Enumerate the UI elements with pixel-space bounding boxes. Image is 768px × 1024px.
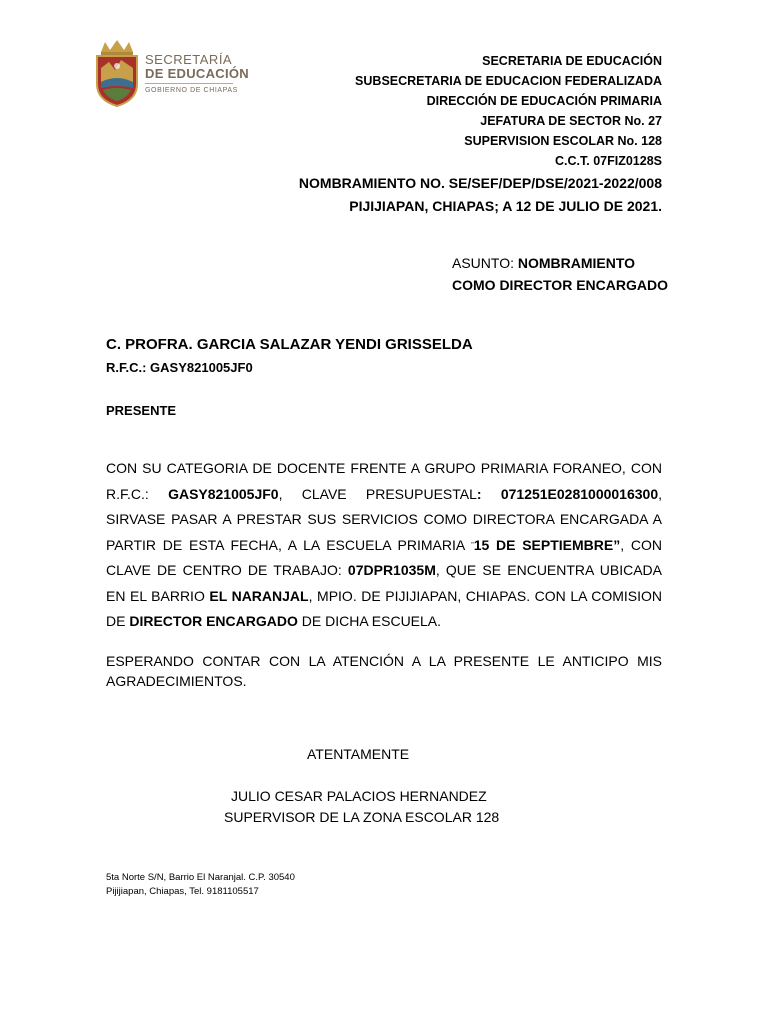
presente-label: PRESENTE <box>106 403 177 418</box>
footer-city-phone: Pijijiapan, Chiapas, Tel. 9181105517 <box>106 886 259 897</box>
body-text-segment: , QUE SE ENCUENTRA UBICADA EN EL BARRIO <box>106 562 663 604</box>
asunto-line <box>452 255 635 271</box>
atentamente-label: ATENTAMENTE <box>307 746 410 762</box>
body-cct: 07DPR1035M <box>347 562 436 578</box>
logo-divider <box>145 83 233 84</box>
body-text-segment: , MPIO. DE PIJIJIAPAN, CHIAPAS. CON LA COMISION DE <box>106 587 662 629</box>
body-quote-mark: " <box>471 541 474 549</box>
asunto-value: NOMBRAMIENTO <box>517 255 636 271</box>
logo-line-de-educacion: DE EDUCACIÓN <box>145 66 249 81</box>
body-paragraph-1 <box>106 456 662 635</box>
signer-name: JULIO CESAR PALACIOS HERNANDEZ <box>231 788 487 804</box>
body-rfc: GASY821005JF0 <box>168 485 279 502</box>
header-supervision: SUPERVISION ESCOLAR No. 128 <box>464 134 662 148</box>
body-text-segment: , SIRVASE PASAR A PRESTAR SUS SERVICIOS COMO DIRECTORA ENCARGADA A PARTIR DE ESTA FECHA, A LA ESCUELA PRIMARIA <box>106 485 663 553</box>
recipient-rfc: R.F.C.: GASY821005JF0 <box>106 360 253 375</box>
asunto-label: ASUNTO: <box>452 255 518 271</box>
body-text-segment: CON SU CATEGORIA DE DOCENTE FRENTE A GRUPO PRIMARIA FORANEO, CON R.F.C.: <box>106 460 662 502</box>
header-cct: C.C.T. 07FIZ0128S <box>555 154 662 168</box>
header-jefatura: JEFATURA DE SECTOR No. 27 <box>480 114 662 128</box>
logo-line-gobierno: GOBIERNO DE CHIAPAS <box>145 87 238 94</box>
body-text-segment: , CON CLAVE DE CENTRO DE TRABAJO: <box>106 536 662 578</box>
body-barrio: EL NARANJAL <box>209 587 309 604</box>
place-date: PIJIJIAPAN, CHIAPAS; A 12 DE JULIO DE 2021. <box>349 198 662 214</box>
signer-title: SUPERVISOR DE LA ZONA ESCOLAR 128 <box>224 809 500 825</box>
header-direccion: DIRECCIÓN DE EDUCACIÓN PRIMARIA <box>426 94 662 108</box>
body-text-segment: DE DICHA ESCUELA. <box>297 613 442 629</box>
nombramiento-number: NOMBRAMIENTO NO. SE/SEF/DEP/DSE/2021-2022/008 <box>298 175 662 191</box>
recipient-name: C. PROFRA. GARCIA SALAZAR YENDI GRISSELDA <box>106 336 473 353</box>
body-text-segment: , CLAVE PRESUPUESTAL <box>278 485 477 502</box>
body-comision: DIRECTOR ENCARGADO <box>129 613 298 629</box>
chiapas-shield-icon <box>93 38 141 108</box>
body-paragraph-2: ESPERANDO CONTAR CON LA ATENCIÓN A LA PRESENTE LE ANTICIPO MIS AGRADECIMIENTOS. <box>106 653 662 689</box>
secretaria-logo <box>93 38 249 110</box>
header-secretaria: SECRETARIA DE EDUCACIÓN <box>482 54 662 68</box>
body-school-name: 15 DE SEPTIEMBRE” <box>473 536 621 553</box>
body-clave-presupuestal: : 071251E0281000016300 <box>476 485 659 502</box>
footer-address: 5ta Norte S/N, Barrio El Naranjal. C.P. 30540 <box>106 872 295 883</box>
asunto-value-line2: COMO DIRECTOR ENCARGADO <box>452 277 668 293</box>
logo-line-secretaria: SECRETARÍA <box>145 52 233 67</box>
header-subsecretaria: SUBSECRETARIA DE EDUCACION FEDERALIZADA <box>355 74 662 88</box>
